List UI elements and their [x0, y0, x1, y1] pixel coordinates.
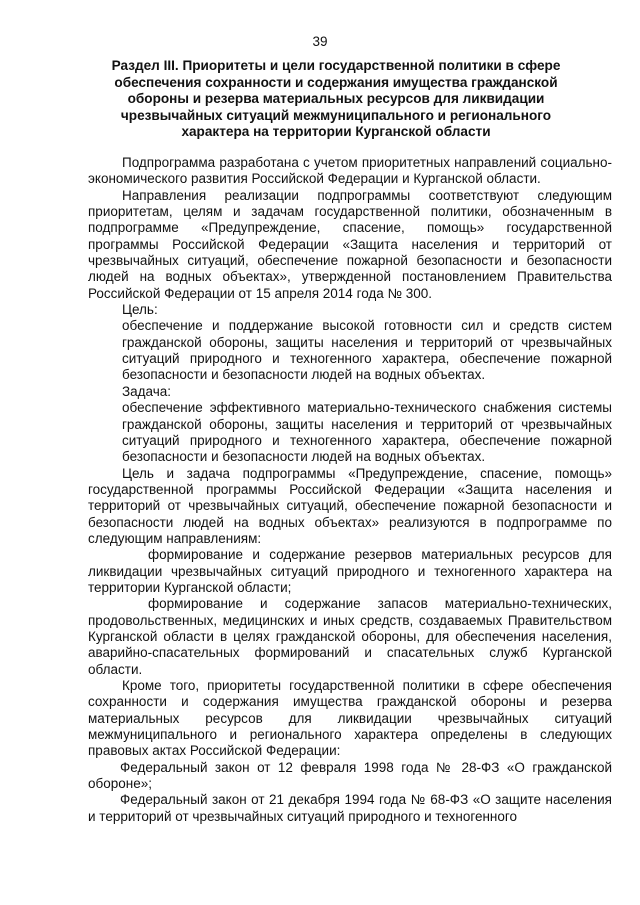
document-body	[88, 155, 612, 825]
law-item-1: Федеральный закон от 12 февраля 1998 года № 28-ФЗ «О гражданской обороне»;	[88, 759, 612, 792]
goal-text: обеспечение и поддержание высокой готовности сил и средств систем гражданской обороны, защиты населения и территорий от чрезвычайных ситуаций природного и техногенного характера, обеспечение пожарной безопасности и безопасности людей на водных объектах.	[122, 318, 612, 383]
task-text: обеспечение эффективного материально-технического снабжения системы гражданской обороны, защиты населения и территорий от чрезвычайных ситуаций природного и техногенного характера, обеспечение пожарной безопасности и безопасности людей на водных объектах.	[122, 400, 612, 465]
paragraph-goal-and-task: Цель и задача подпрограммы «Предупреждение, спасение, помощь» государственной программы Российской Федерации «Защита населения и территорий от чрезвычайных ситуаций, обеспечение пожарной безопасности и безопасности людей на водных объектах» реализуются в подпрограмме по следующим направлениям:	[88, 465, 612, 546]
direction-item-2: формирование и содержание запасов материально-технических, продовольственных, медицинских и иных средств, создаваемых Правительством Курганской области в целях гражданской обороны, для обеспечения населения, аварийно-спасательных формирований и спасательных служб Курганской области.	[88, 596, 612, 677]
page-number: 39	[312, 34, 328, 49]
task-label: Задача:	[122, 383, 172, 399]
paragraph-priorities: Кроме того, приоритеты государственной политики в сфере обеспечения сохранности и содержания имущества гражданской обороны и резерва материальных ресурсов для ликвидации чрезвычайных ситуаций межмуниципального и регионального характера определены в следующих правовых актах Российской Федерации:	[88, 678, 612, 759]
direction-item-1: формирование и содержание резервов материальных ресурсов для ликвидации чрезвычайных ситуаций природного и техногенного характера на территории Курганской области;	[88, 547, 612, 595]
paragraph-subprogram: Подпрограмма разработана с учетом приоритетных направлений социально-экономического развития Российской Федерации и Курганской области.	[88, 155, 612, 187]
law-item-2: Федеральный закон от 21 декабря 1994 года № 68-ФЗ «О защите населения и территорий от чрезвычайных ситуаций природного и техногенного	[88, 792, 612, 824]
section-heading: Раздел III. Приоритеты и цели государственной политики в сфере обеспечения сохранности и содержания имущества гражданской обороны и резерва материальных ресурсов для ликвидации чрезвычайных ситуаций межмуниципального и регионального характера на территории Курганской области	[111, 58, 561, 140]
goal-label: Цель:	[122, 302, 158, 318]
paragraph-directions: Направления реализации подпрограммы соответствуют следующим приоритетам, целям и задачам государственной политики, обозначенным в подпрограмме «Предупреждение, спасение, помощь» государственной программы Российской Федерации «Защита населения и территорий от чрезвычайных ситуаций, обеспечение пожарной безопасности и безопасности людей на водных объектах», утвержденной постановлением Правительства Российской Федерации от 15 апреля 2014 года № 300.	[88, 187, 612, 301]
